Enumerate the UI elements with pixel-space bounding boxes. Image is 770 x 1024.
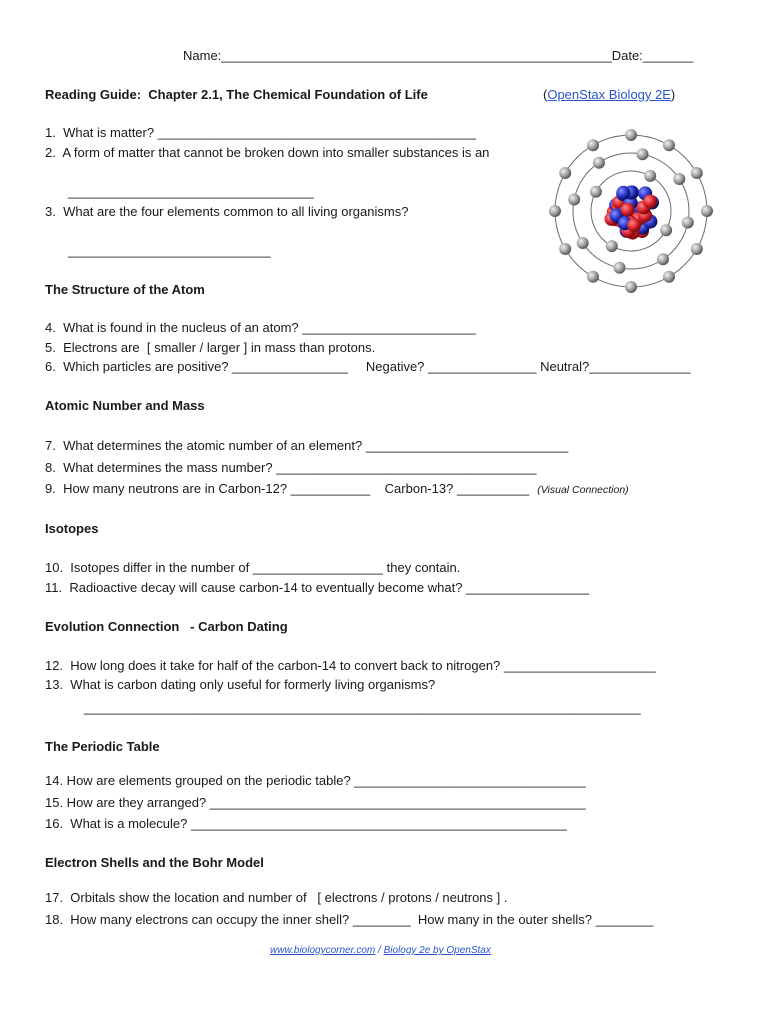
question-3: 3. What are the four elements common to all living organisms?	[45, 204, 409, 219]
question-2-answer-line: __________________________________	[68, 184, 314, 199]
section-heading-atomic: Atomic Number and Mass	[45, 398, 205, 413]
question-3-answer-line: ____________________________	[68, 243, 271, 258]
proton-particle	[621, 203, 635, 217]
electron-particle	[644, 170, 656, 182]
electron-particle	[587, 271, 599, 283]
electron-particle	[625, 129, 637, 141]
question-5: 5. Electrons are [ smaller / larger ] in mass than protons.	[45, 340, 376, 355]
question-11: 11. Radioactive decay will cause carbon-14 to eventually become what? _________________	[45, 580, 589, 595]
section-heading-isotopes: Isotopes	[45, 521, 99, 536]
question-7: 7. What determines the atomic number of an element? ____________________________	[45, 438, 569, 453]
question-15: 15. How are they arranged? ____________________________________________________	[45, 795, 586, 810]
electron-particle	[701, 205, 713, 217]
source-open: (	[543, 87, 548, 102]
proton-particle	[643, 195, 657, 209]
question-1: 1. What is matter? ____________________________________________	[45, 125, 476, 140]
electron-particle	[549, 205, 561, 217]
question-10: 10. Isotopes differ in the number of __________________ they contain.	[45, 560, 461, 575]
electron-particle	[682, 217, 694, 229]
footer-separator: /	[375, 945, 384, 956]
question-14: 14. How are elements grouped on the periodic table? ________________________________	[45, 773, 586, 788]
section-heading-periodic: The Periodic Table	[45, 739, 160, 754]
question-9	[45, 481, 629, 498]
electron-particle	[577, 237, 589, 249]
footer-link-openstax[interactable]: Biology 2e by OpenStax	[383, 945, 491, 956]
electron-particle	[587, 139, 599, 151]
question-6: 6. Which particles are positive? ________________ Negative? _______________ Neutral?______________	[45, 359, 691, 374]
openstax-link[interactable]: OpenStax Biology 2E	[547, 87, 671, 102]
question-17: 17. Orbitals show the location and number of [ electrons / protons / neutrons ] .	[45, 890, 508, 905]
neutron-particle	[616, 186, 630, 200]
section-heading-bohr: Electron Shells and the Bohr Model	[45, 855, 264, 870]
question-8: 8. What determines the mass number? ____________________________________	[45, 460, 537, 475]
electron-particle	[657, 253, 669, 265]
electron-particle	[614, 262, 626, 274]
electron-particle	[559, 243, 571, 255]
question-12: 12. How long does it take for half of the carbon-14 to convert back to nitrogen? _____________________	[45, 658, 656, 673]
question-13-answer-line: _____________________________________________________________________________	[84, 700, 641, 715]
electron-particle	[663, 271, 675, 283]
electron-particle	[663, 139, 675, 151]
electron-particle	[559, 167, 571, 179]
electron-particle	[691, 167, 703, 179]
electron-particle	[625, 281, 637, 293]
question-2: 2. A form of matter that cannot be broken down into smaller substances is an	[45, 145, 490, 160]
question-9-text: 9. How many neutrons are in Carbon-12? ___________ Carbon-13? __________	[45, 481, 530, 496]
visual-connection-note: (Visual Connection)	[537, 484, 629, 496]
section-heading-structure: The Structure of the Atom	[45, 282, 205, 297]
bohr-atom-model-icon	[546, 126, 716, 296]
electron-particle	[590, 186, 602, 198]
footer-link-biologycorner[interactable]: www.biologycorner.com	[270, 945, 376, 956]
source-reference	[543, 87, 675, 103]
electron-particle	[660, 224, 672, 236]
name-date-line: Name:______________________________________________________Date:_______	[183, 48, 694, 63]
page-title: Reading Guide: Chapter 2.1, The Chemical Foundation of Life	[45, 87, 428, 102]
electron-particle	[568, 194, 580, 206]
source-close: )	[670, 87, 676, 102]
electron-particle	[673, 173, 685, 185]
electron-particle	[606, 240, 618, 252]
section-heading-evolution: Evolution Connection - Carbon Dating	[45, 619, 288, 634]
proton-particle	[627, 218, 641, 232]
electron-particle	[691, 243, 703, 255]
question-16: 16. What is a molecule? ____________________________________________________	[45, 816, 567, 831]
electron-particle	[593, 157, 605, 169]
question-18: 18. How many electrons can occupy the inner shell? ________ How many in the outer shells? ________	[45, 912, 654, 927]
question-13: 13. What is carbon dating only useful for formerly living organisms?	[45, 677, 436, 692]
question-4: 4. What is found in the nucleus of an atom? ________________________	[45, 320, 476, 335]
electron-particle	[637, 148, 649, 160]
footer	[270, 943, 491, 959]
